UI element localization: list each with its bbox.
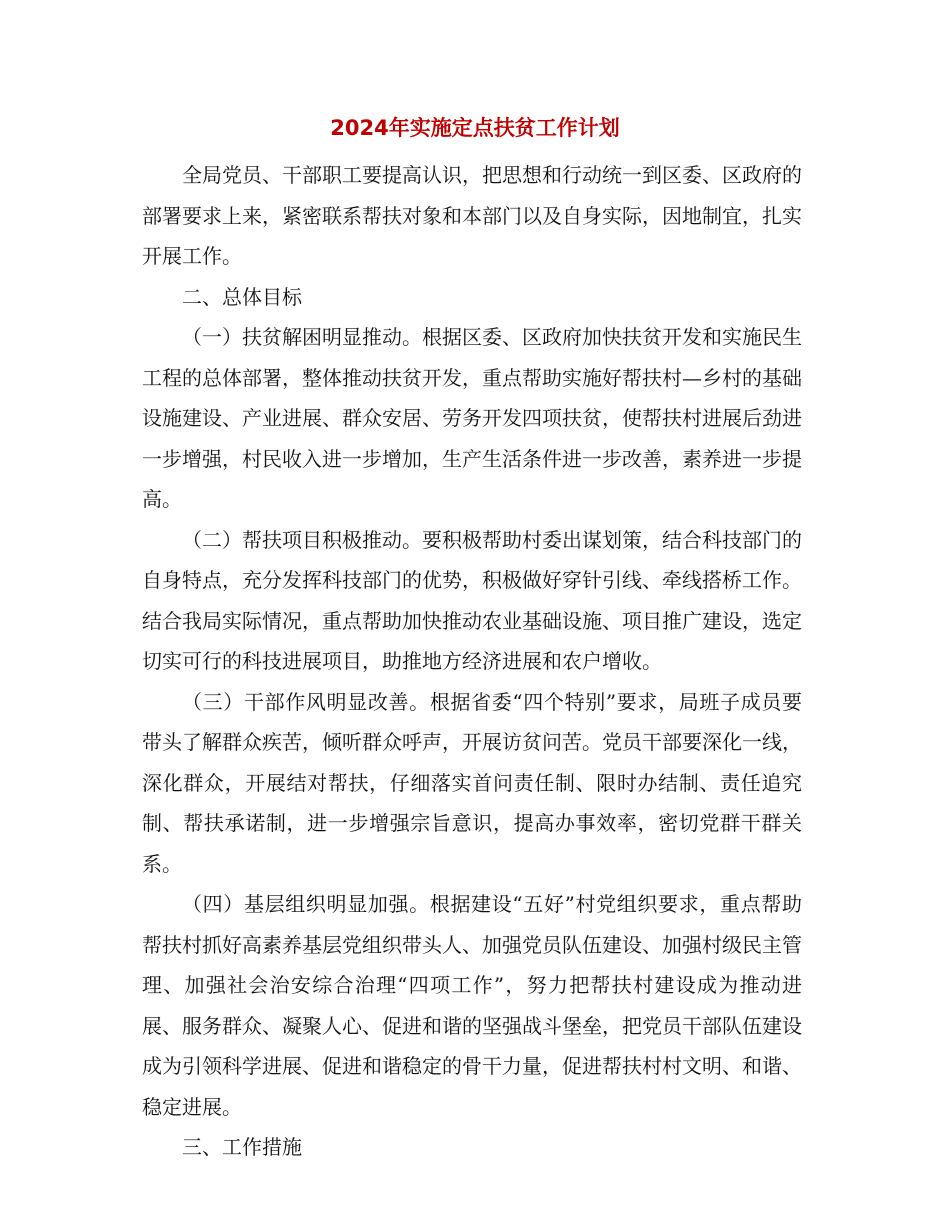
paragraph-intro: 全局党员、干部职工要提高认识，把思想和行动统一到区委、区政府的部署要求上来，紧密联系帮扶对象和本部门以及自身实际，因地制宜，扎实开展工作。: [142, 163, 802, 268]
document-title: 2024年实施定点扶贫工作计划: [330, 116, 620, 140]
paragraph-goal-3: （三）干部作风明显改善。根据省委“四个特别”要求，局班子成员要带头了解群众疾苦，倾听群众呼声，开展访贫问苦。党员干部要深化一线，深化群众，开展结对帮扶，仔细落实首问责任制、限时办结制、责任追究制、帮扶承诺制，进一步增强宗旨意识，提高办事效率，密切党群干群关系。: [142, 689, 802, 876]
paragraph-goal-4: （四）基层组织明显加强。根据建设“五好”村党组织要求，重点帮助帮扶村抓好高素养基层党组织带头人、加强党员队伍建设、加强村级民主管理、加强社会治安综合治理“四项工作”，努力把帮扶村建设成为推动进展、服务群众、凝聚人心、促进和谐的坚强战斗堡垒，把党员干部队伍建设成为引领科学进展、促进和谐稳定的骨干力量，促进帮扶村村文明、和谐、稳定进展。: [142, 892, 802, 1119]
document-body: [142, 155, 802, 1168]
heading-work-measures: 三、工作措施: [182, 1135, 302, 1159]
paragraph-goal-1: （一）扶贫解困明显推动。根据区委、区政府加快扶贫开发和实施民生工程的总体部署，整体推动扶贫开发，重点帮助实施好帮扶村—乡村的基础设施建设、产业进展、群众安居、劳务开发四项扶贫，使帮扶村进展后劲进一步增强，村民收入进一步增加，生产生活条件进一步改善，素养进一步提高。: [142, 325, 802, 511]
heading-overall-goals: 二、总体目标: [182, 284, 302, 309]
paragraph-goal-2: （二）帮扶项目积极推动。要积极帮助村委出谋划策，结合科技部门的自身特点，充分发挥科技部门的优势，积极做好穿针引线、牵线搭桥工作。结合我局实际情况，重点帮助加快推动农业基础设施、项目推广建设，选定切实可行的科技进展项目，助推地方经济进展和农户增收。: [142, 527, 802, 673]
